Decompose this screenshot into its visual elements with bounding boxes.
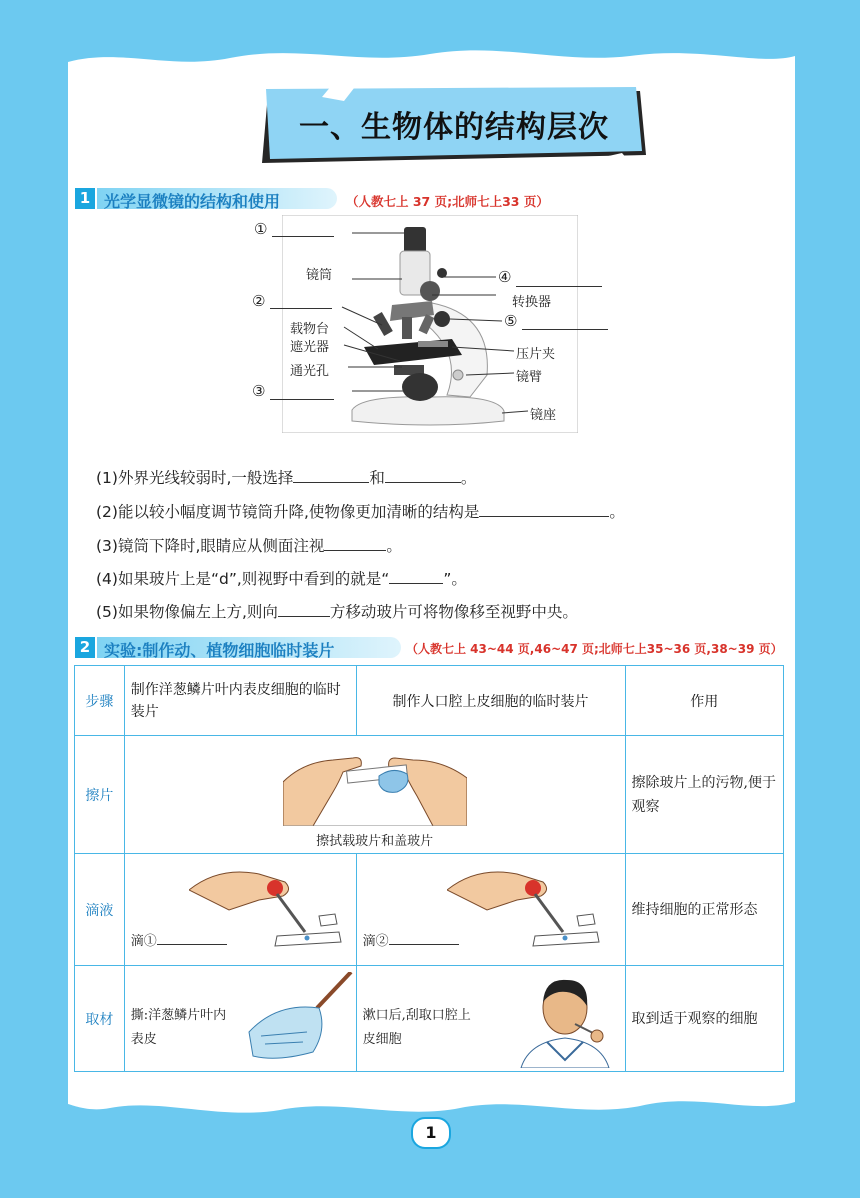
label-c4: ④ <box>498 268 512 286</box>
row-drop-cheek <box>356 854 625 966</box>
section-2-reference: （人教七上 43~44 页,46~47 页;北师七上35~36 页,38~39 页） <box>406 642 783 656</box>
label-aperture: 通光孔 <box>290 364 330 379</box>
label-c2: ② <box>252 292 266 310</box>
take-cheek-text: 漱口后,刮取口腔上皮细胞 <box>362 1008 471 1047</box>
label-clip: 压片夹 <box>516 347 556 362</box>
question-3: (3)镜筒下降时,眼睛应从侧面注视 。 <box>96 537 402 555</box>
wiping-hands-illustration <box>283 742 467 826</box>
page-title: 一、生物体的结构层次 <box>299 110 609 145</box>
answer-4[interactable] <box>389 569 443 584</box>
row-take-cheek <box>356 966 625 1072</box>
label-base: 镜座 <box>530 408 557 423</box>
row-drop-onion <box>124 854 356 966</box>
answer-drop-cheek[interactable] <box>389 932 459 945</box>
label-stage: 载物台 <box>290 322 330 337</box>
question-1: (1)外界光线较弱时,一般选择 和 。 <box>96 469 477 487</box>
page-number: 1 <box>411 1117 451 1149</box>
blank-c5[interactable] <box>522 329 608 330</box>
row-take-onion <box>124 966 356 1072</box>
label-c1: ① <box>254 220 268 238</box>
onion-peel-illustration <box>247 972 359 1064</box>
label-nosepiece: 转换器 <box>512 295 552 310</box>
steps-table <box>74 665 784 1072</box>
blank-c3[interactable] <box>270 399 334 400</box>
blank-c1[interactable] <box>272 236 334 237</box>
question-2: (2)能以较小幅度调节镜筒升降,使物像更加清晰的结构是 。 <box>96 503 625 521</box>
dropper-illustration-cheek <box>447 860 607 960</box>
section-2-title: 实验:制作动、植物细胞临时装片 <box>104 641 335 660</box>
drop-onion-label: 滴① <box>130 934 157 949</box>
label-diaphragm: 遮光器 <box>290 340 330 355</box>
label-c3: ③ <box>252 382 266 400</box>
section-1-title: 光学显微镜的结构和使用 <box>104 192 281 211</box>
section-1-reference: （人教七上 37 页;北师七上33 页） <box>346 194 549 209</box>
section-2-number: 2 <box>75 637 95 658</box>
row-drop-step: 滴液 <box>75 854 125 966</box>
header-step: 步骤 <box>75 666 125 736</box>
boy-illustration <box>517 972 613 1068</box>
label-c5: ⑤ <box>504 312 518 330</box>
label-tube: 镜筒 <box>306 268 333 283</box>
header-onion: 制作洋葱鳞片叶内表皮细胞的临时装片 <box>124 666 356 736</box>
blank-c2[interactable] <box>270 308 332 309</box>
answer-1b[interactable] <box>385 468 461 483</box>
answer-drop-onion[interactable] <box>157 932 227 945</box>
row-take-purpose: 取到适于观察的细胞 <box>625 966 784 1072</box>
row-wipe-illustration <box>124 736 625 854</box>
question-4: (4)如果玻片上是“d”,则视野中看到的就是“ ”。 <box>96 570 467 588</box>
answer-3[interactable] <box>324 536 386 551</box>
header-purpose: 作用 <box>625 666 784 736</box>
row-take-step: 取材 <box>75 966 125 1072</box>
question-5: (5)如果物像偏左上方,则向 方移动玻片可将物像移至视野中央。 <box>96 603 578 621</box>
answer-1a[interactable] <box>293 468 369 483</box>
section-1-number: 1 <box>75 188 95 209</box>
row-wipe-step: 擦片 <box>75 736 125 854</box>
header-cheek: 制作人口腔上皮细胞的临时装片 <box>356 666 625 736</box>
row-drop-purpose: 维持细胞的正常形态 <box>625 854 784 966</box>
answer-2[interactable] <box>479 502 609 517</box>
answer-5[interactable] <box>278 602 330 617</box>
drop-cheek-label: 滴② <box>362 934 389 949</box>
row-wipe-purpose: 擦除玻片上的污物,便于观察 <box>625 736 784 854</box>
wipe-caption: 擦拭载玻片和盖玻片 <box>316 834 434 849</box>
label-arm: 镜臂 <box>516 370 543 385</box>
blank-c4[interactable] <box>516 286 602 287</box>
take-onion-text: 撕:洋葱鳞片叶内表皮 <box>130 1008 227 1047</box>
